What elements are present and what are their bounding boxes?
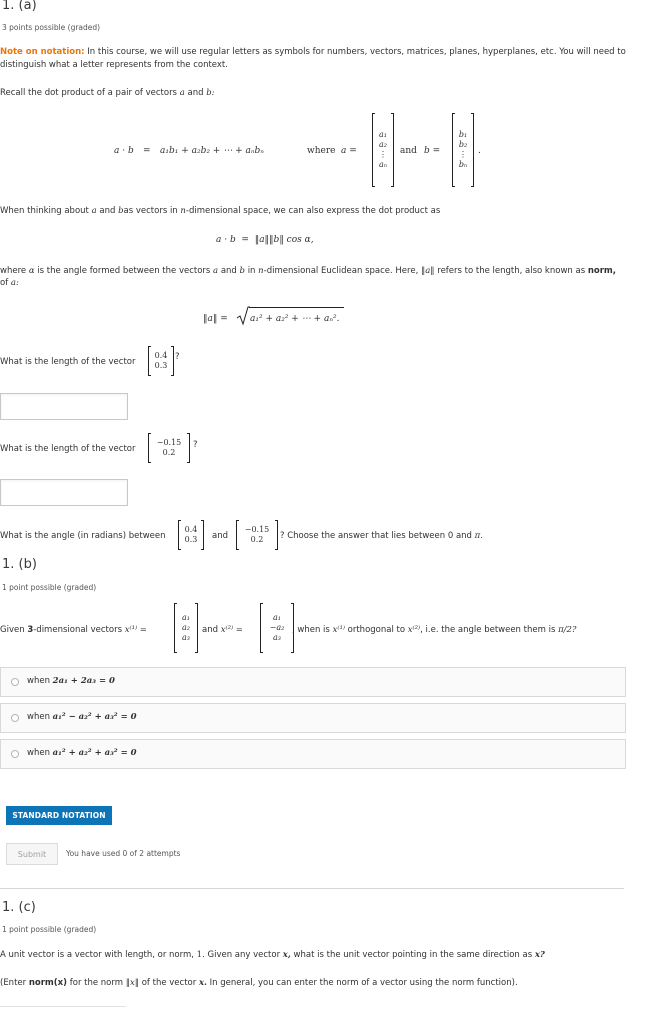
enter-text-1: (Enter — [0, 978, 27, 988]
vector-b-entry: bₙ — [458, 160, 468, 169]
q1a-header: 1. (a) — [2, 0, 37, 13]
q1b-header: 1. (b) — [2, 557, 37, 572]
option-3-expr: a₁² + a₂² + a₃² = 0 — [52, 748, 137, 758]
vector-1 — [148, 347, 174, 375]
sqrt-sign — [236, 306, 250, 326]
eq2-dot-cos: a · b = ‖a‖‖b‖ cos α, — [216, 235, 314, 245]
enter-var-x: x. — [198, 978, 207, 988]
q1b-points: 1 point possible (graded) — [2, 583, 97, 592]
vector-x2 — [260, 604, 294, 652]
where-text-2: is the angle formed between the vectors — [37, 266, 211, 276]
think-line — [0, 206, 440, 216]
q-angle-pi: π. — [474, 531, 483, 541]
eq1-rhs: a₁b₁ + a₂b₂ + ⋯ + aₙbₙ — [160, 146, 264, 156]
enter-text-3: of the vector — [141, 978, 197, 988]
angle-vector-1 — [178, 521, 204, 549]
when-angle: π/2? — [558, 625, 577, 635]
option-1-label[interactable] — [27, 676, 115, 686]
unit-text-1: A unit vector is a vector with length, or norm, — [0, 950, 194, 960]
q-angle-text: What is the angle (in radians) between — [0, 531, 166, 541]
recall-line — [0, 88, 215, 98]
option-2-label[interactable] — [27, 712, 137, 722]
when-x2: x⁽²⁾ — [407, 625, 421, 635]
q-length-2: What is the length of the vector — [0, 444, 136, 454]
eq1-period: . — [478, 146, 481, 156]
option-3[interactable] — [0, 739, 626, 769]
when-line — [292, 625, 577, 635]
option-3-label[interactable] — [27, 748, 137, 758]
think-text-1: When thinking about — [0, 206, 89, 216]
where-var-b: b — [239, 266, 245, 276]
q-length-1: What is the length of the vector — [0, 357, 136, 367]
option-2-prefix: when — [27, 712, 50, 722]
vector-2 — [148, 434, 190, 462]
eq1-where: where — [307, 146, 336, 156]
recall-text: Recall the dot product of a pair of vectors — [0, 88, 177, 98]
given-line — [0, 625, 147, 635]
where-alpha: α — [28, 266, 35, 276]
where-norm-a: ‖a‖ — [420, 266, 435, 276]
given-x2: x⁽²⁾ = — [220, 625, 243, 635]
option-2-expr: a₁² − a₂² + a₃² = 0 — [52, 712, 137, 722]
attempts-text: You have used 0 of 2 attempts — [66, 849, 181, 858]
given-text-1: Given — [0, 625, 25, 635]
sqrt-bar — [249, 307, 344, 308]
think-text-2: as vectors in — [123, 206, 178, 216]
where-text-1: where — [0, 266, 27, 276]
vector-b-entry: b₂ — [458, 140, 468, 149]
enter-norm-line — [0, 978, 518, 988]
where-line-2 — [0, 278, 19, 288]
vector-x1-entry: a₃ — [182, 633, 190, 642]
unit-text-3: what is the unit vector pointing in the same direction as — [293, 950, 533, 960]
option-1-prefix: when — [27, 676, 50, 686]
eq1-b-label: b = — [424, 146, 441, 156]
enter-norm-x: ‖x‖ — [125, 978, 140, 988]
vector-x1 — [174, 604, 198, 652]
vector-x2-entry: a₃ — [273, 633, 281, 642]
section-divider — [0, 888, 624, 889]
enter-norm-code: norm(x) — [28, 978, 68, 988]
recall-var-a: a — [179, 88, 185, 98]
length-1-input[interactable] — [0, 393, 128, 420]
vector-b-entry: ⋮ — [459, 150, 467, 159]
length-2-input[interactable] — [0, 479, 128, 506]
when-text-2: orthogonal to — [347, 625, 406, 635]
vector-x1-entry: a₂ — [182, 623, 190, 632]
where-var-a: a — [213, 266, 219, 276]
q-length-1-mark: ? — [175, 352, 180, 362]
unit-one: 1. — [196, 950, 205, 960]
eq1-equals: = — [143, 146, 151, 156]
note-line-2: distinguish what a letter represents from the context. — [0, 60, 228, 70]
vector-1-entry: 0.3 — [154, 361, 168, 370]
enter-text-2: for the norm — [69, 978, 124, 988]
radio-button[interactable] — [11, 678, 19, 686]
think-and: and — [99, 206, 116, 216]
angle-vector-2-entry: −0.15 — [244, 525, 270, 534]
note-line-1 — [0, 47, 626, 57]
when-text-3: , i.e. the angle between them is — [420, 625, 556, 635]
vector-2-entry: −0.15 — [156, 438, 182, 447]
q-angle-tail — [280, 531, 483, 541]
note-label: Note on notation: — [0, 47, 85, 57]
vector-b — [452, 114, 474, 186]
q-angle-and: and — [212, 531, 228, 541]
angle-vector-1-entry: 0.4 — [184, 525, 198, 534]
think-var-n: n — [180, 206, 186, 216]
unit-var-x-2: x? — [534, 950, 545, 960]
eq3-rhs: a₁² + a₂² + ⋯ + aₙ². — [250, 314, 340, 324]
q-angle-text-2: ? Choose the answer that lies between 0 and — [280, 531, 472, 541]
answer-input-top-edge[interactable] — [0, 1006, 126, 1007]
given-3: 3 — [27, 625, 34, 635]
eq1-and: and — [400, 146, 417, 156]
vector-a-entry: aₙ — [378, 160, 387, 169]
where-text-3: -dimensional Euclidean space. Here, — [263, 266, 419, 276]
think-text-3: -dimensional space, we can also express the dot product as — [185, 206, 441, 216]
given-and-x2 — [202, 625, 243, 635]
vector-x1-entry: a₁ — [182, 613, 190, 622]
vector-a-entry: a₁ — [379, 130, 387, 139]
when-text-1: , when is — [292, 625, 330, 635]
when-x1: x⁽¹⁾ — [332, 625, 345, 635]
where-of: of — [0, 278, 9, 288]
option-1[interactable] — [0, 667, 626, 697]
submit-button[interactable]: Submit — [6, 843, 58, 865]
vector-a-entry: a₂ — [379, 140, 387, 149]
option-1-expr: 2a₁ + 2a₃ = 0 — [52, 676, 115, 686]
where-line — [0, 266, 616, 276]
eq1-a-label: a = — [341, 146, 357, 156]
note-text-1: In this course, we will use regular letters as symbols for numbers, vectors, matrices, planes, hyperplanes, etc. You will need to — [84, 47, 626, 57]
angle-vector-1-entry: 0.3 — [184, 535, 198, 544]
think-var-b: b — [118, 206, 124, 216]
where-var-n: n — [258, 266, 264, 276]
option-2[interactable] — [0, 703, 626, 733]
vector-2-entry: 0.2 — [162, 448, 176, 457]
eq3-lhs: ‖a‖ = — [203, 314, 228, 324]
vector-b-entry: b₁ — [458, 130, 468, 139]
given-and: and — [202, 625, 218, 635]
where-in: in — [247, 266, 256, 276]
where-text-4: refers to the length, also known as — [437, 266, 586, 276]
angle-vector-2 — [236, 521, 278, 549]
vector-a — [372, 114, 394, 186]
given-text-2: -dimensional vectors — [33, 625, 122, 635]
vector-1-entry: 0.4 — [154, 351, 168, 360]
vector-a-entry: ⋮ — [379, 150, 387, 159]
enter-text-4: In general, you can enter the norm of a vector using the norm function). — [209, 978, 518, 988]
option-3-prefix: when — [27, 748, 50, 758]
where-var-a-2: a: — [10, 278, 19, 288]
angle-vector-2-entry: 0.2 — [250, 535, 264, 544]
think-var-a: a — [91, 206, 97, 216]
standard-notation-button[interactable]: STANDARD NOTATION — [6, 806, 112, 825]
vector-x2-entry: −a₂ — [269, 623, 285, 632]
given-x1: x⁽¹⁾ = — [124, 625, 147, 635]
q1c-points: 1 point possible (graded) — [2, 925, 97, 934]
where-norm-word: norm, — [587, 266, 616, 276]
q1a-points: 3 points possible (graded) — [2, 23, 101, 32]
vector-x2-entry: a₁ — [273, 613, 281, 622]
q1c-header: 1. (c) — [2, 900, 36, 915]
recall-and: and — [187, 88, 204, 98]
radio-button[interactable] — [11, 750, 19, 758]
unit-var-x: x, — [282, 950, 291, 960]
unit-vector-line — [0, 950, 545, 960]
recall-var-b: b: — [206, 88, 215, 98]
eq1-left: a · b — [114, 146, 134, 156]
q-length-2-mark: ? — [193, 440, 198, 450]
radio-button[interactable] — [11, 714, 19, 722]
where-and: and — [220, 266, 237, 276]
unit-text-2: Given any vector — [207, 950, 281, 960]
